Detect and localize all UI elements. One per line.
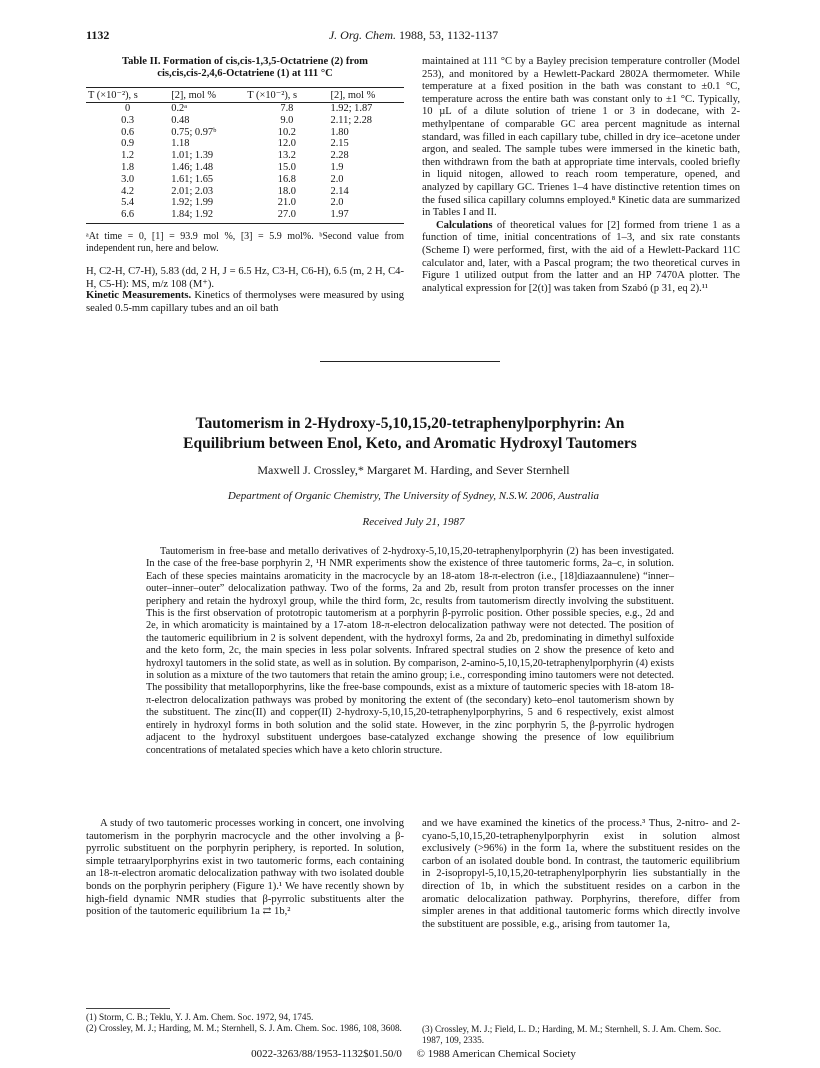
col-conc-2: [2], mol %: [329, 88, 404, 103]
table-cell: 27.0: [245, 209, 328, 223]
calculations-paragraph: [422, 220, 740, 296]
table-row: [86, 138, 404, 150]
table-header-row: [86, 88, 404, 103]
table-cell: 0.2ᵃ: [171, 103, 188, 114]
body-text-right: and we have examined the kinetics of the process.³ Thus, 2-nitro- and 2-cyano-5,10,15,20-tetraphenylporphyrin exist in solution almost exclusively (>96%) in the form 1a, where the substituent resides on the carbon of an isolated double bond. In contrast, the tautomeric equilibrium in 2-isopropyl-5,10,15,20-tetraphenylporphyrin lies substantially in the direction of 1b, in which the substituent resides on a carbon in the aromatic delocalization pathway. Porphyrins, therefore, differ from simpler arenes in that additional tautomeric forms which directly involve the substituent are possible, e.g., arising from tautomer 1a,: [422, 818, 740, 930]
table-cell: 0: [125, 103, 131, 114]
copyright: © 1988 American Chemical Society: [416, 1048, 576, 1060]
table-cell: 1.92; 1.87: [330, 103, 373, 114]
abstract: Tautomerism in free-base and metallo derivatives of 2-hydroxy-5,10,15,20-tetraphenylporphyrin (2) has been investigated. In the case of the free-base porphyrin 2, ¹H NMR experiments show the existence of three tautomeric forms, 2a–c, in solution. Each of these species maintains aromaticity in the macrocycle by an 18-atom 18-π-electron (i.e., [18]diazaannulene) “inner–outer–inner–outer” delocalization pathway. Two of the forms, 2a and 2b, result from proton transfer processes on the inner periphery and retain the hydroxyl group, while the third form, 2c, results from tautomerism directly involving the substituent. This is the first observation of prototropic tautomerism at a porphyrin β-pyrrolic position. Other possible species, e.g., 2d and 2e, in which aromaticity is maintained by a 17-atom 18-π-electron delocalization pathway were not detected. The position of the tautomeric equilibrium in 2 is solvent dependent, with the hydroxyl forms, 2a and 2b, predominating in dimethyl sulfoxide and the keto form, 2c, the main species in less polar solvents. Infrared spectral studies on 2 show the presence of keto and hydroxyl tautomers in the solid state, as well as in solution. By comparison, 2-amino-5,10,15,20-tetraphenylporphyrin (4) exists in solution as a mixture of the two tautomers that retain the amino group; i.e., corresponding imino tautomers were not detected. The possibility that metalloporphyrins, like the free-base compounds, exist as a mixture of tautomeric species with 18-atom 18-π-electron delocalization pathways was probed by monitoring the extent of (the secondary) keto–enol tautomerism shown by the substituent. The zinc(II) and copper(II) 2-hydroxy-5,10,15,20-tetraphenylporphyrins, 5 and 6 respectively, exist almost entirely in hydroxyl forms in both solution and the solid state. However, in the zinc porphyrin 5, the β-pyrrolic hydrogen adjacent to the hydroxyl substituent undergoes base-catalyzed exchange showing the presence of low equilibrium concentrations of metalated species which have a keto chlorin structure.: [146, 546, 674, 756]
section-divider: [320, 361, 500, 362]
table-cell: 1.01; 1.39: [171, 150, 214, 162]
table-footnote: ᵃAt time = 0, [1] = 93.9 mol %, [3] = 5.9 mol%. ᵇSecond value from independent run, here and below.: [86, 231, 404, 254]
table-cell: 1.92; 1.99: [171, 197, 214, 209]
kinetic-measurements-paragraph: [86, 290, 404, 315]
table-cell: 13.2: [277, 150, 296, 162]
col-time-1: T (×10⁻²), s: [86, 88, 169, 103]
table-cell: 2.0: [330, 197, 344, 209]
author-list: Maxwell J. Crossley,* Margaret M. Harding, and Sever Sternhell: [257, 463, 570, 477]
table-cell: 0.9: [121, 138, 135, 150]
table-cell: 15.0: [277, 161, 296, 173]
table-cell: 12.0: [277, 138, 296, 150]
journal-citation: [86, 28, 741, 43]
article-title-line1: Tautomerism in 2-Hydroxy-5,10,15,20-tetraphenylporphyrin: An: [195, 415, 625, 432]
article-title-line2: Equilibrium between Enol, Keto, and Aromatic Hydroxyl Tautomers: [183, 435, 637, 452]
affiliation: Department of Organic Chemistry, The University of Sydney, N.S.W. 2006, Australia: [227, 490, 600, 502]
experimental-paragraph: maintained at 111 °C by a Bayley precision temperature controller (Model 253), and monitored by a Hewlett-Packard 2802A thermometer. While temperature at a fixed position in the bath was constant to ±0.1 °C, temperature across the entire bath was constant only to ±1 °C. Typically, 10 µL of a dilute solution of triene 1 or 3 in dodecane, with 2-methylpentane of comparable GC area percent magnitude as internal standard, was filled in each capillary tube, chilled in dry ice–acetone under argon, and sealed. The sample tubes were immersed in the kinetic bath, then withdrawn from the bath at appropriate time intervals, cooled briefly in liquid nitogen, allowed to reach room temperature, opened, and analyzed by capillary GC. Trienes 1–4 have distinctive retention times on the fused silica capillary columns employed.⁸ Kinetic data are summarized in Tables I and II.: [422, 56, 740, 219]
table-cell: 1.80: [330, 126, 349, 138]
reference-1: (1) Storm, C. B.; Teklu, Y. J. Am. Chem. Soc. 1972, 94, 1745.: [86, 1012, 314, 1022]
table-row: [86, 127, 404, 139]
reference-2: (2) Crossley, M. J.; Harding, M. M.; Sternhell, S. J. Am. Chem. Soc. 1986, 108, 3608.: [86, 1023, 402, 1033]
table-row: [86, 115, 404, 127]
table-cell: 7.8: [280, 103, 294, 114]
footnote-rule-left: [86, 1008, 170, 1009]
table-row: [86, 162, 404, 174]
table-row: [86, 209, 404, 223]
table-cell: 2.28: [330, 150, 349, 162]
kinetics-table: [86, 87, 404, 224]
issn-code: 0022-3263/88/1953-1132$01.50/0: [251, 1048, 402, 1060]
table-cell: 2.14: [330, 185, 349, 197]
page-number: 1132: [86, 28, 110, 42]
table-cell: 10.2: [277, 126, 296, 138]
received-date: Received July 21, 1987: [362, 516, 465, 528]
journal-volume: 1988, 53, 1132-1137: [396, 28, 499, 42]
table-cell: 6.6: [86, 209, 169, 223]
references-right: [422, 1024, 740, 1046]
body-text-left: A study of two tautomeric processes working in concert, one involving tautomerism in the porphyrin macrocycle and the other involving a β-pyrrolic substituent on the porphyrin periphery, is reported. In solution, simple tetraarylporphyrins exist in two tautomeric forms, each containing an 18-π-electron aromatic delocalization pathway with two isolated double bonds on the porphyrin periphery (Figure 1).¹ We have recently shown by high-field dynamic NMR studies that β-pyrrolic substituents alter the position of the tautomeric equilibrium 1a ⇄ 1b,²: [86, 818, 404, 918]
table-cell: 1.2: [121, 150, 135, 162]
col-conc-1: [2], mol %: [169, 88, 245, 103]
running-header: [86, 28, 741, 44]
table-cell: 2.11; 2.28: [330, 114, 372, 126]
table-cell: 21.0: [277, 197, 296, 209]
table-row: [86, 186, 404, 198]
table-cell: 1.18: [171, 138, 190, 150]
table-cell: 5.4: [121, 197, 135, 209]
table-cell: 2.01; 2.03: [171, 185, 214, 197]
col-time-2: T (×10⁻²), s: [245, 88, 328, 103]
calculations-heading: Calculations: [436, 219, 493, 231]
table-cell: 2.15: [330, 138, 349, 150]
references-left: [86, 1012, 404, 1034]
table-caption-line2: cis,cis,cis-2,4,6-Octatriene (1) at 111 °C: [157, 68, 333, 79]
table-cell: 1.8: [121, 161, 135, 173]
table-cell: 0.3: [121, 114, 135, 126]
reference-3: (3) Crossley, M. J.; Field, L. D.; Harding, M. M.; Sternhell, S. J. Am. Chem. Soc. 1987, 109, 2335.: [422, 1024, 722, 1045]
journal-name: J. Org. Chem.: [328, 28, 397, 42]
table-cell: 1.46; 1.48: [171, 161, 214, 173]
table-cell: 1.97: [329, 209, 404, 223]
table-cell: 1.9: [330, 161, 344, 173]
table-cell: 16.8: [277, 173, 296, 185]
table-cell: 3.0: [121, 173, 135, 185]
table-cell: 9.0: [280, 114, 294, 126]
table-row: [86, 197, 404, 209]
table-cell: 1.84; 1.92: [169, 209, 245, 223]
table-cell: 2.0: [330, 173, 344, 185]
table-row: [86, 103, 404, 115]
table-cell: 18.0: [277, 185, 296, 197]
table-row: [86, 174, 404, 186]
table-cell: 1.61; 1.65: [171, 173, 214, 185]
right-column-experimental: [422, 56, 740, 295]
table-cell: 0.75; 0.97ᵇ: [171, 126, 217, 138]
page-footer: [86, 1048, 741, 1060]
kinetic-heading: Kinetic Measurements.: [86, 290, 192, 301]
table-row: [86, 150, 404, 162]
table-cell: 0.6: [121, 126, 135, 138]
table-caption-line1: Table II. Formation of cis,cis-1,3,5-Octatriene (2) from: [122, 56, 368, 67]
article-title: [100, 414, 720, 454]
calculations-text: of theoretical values for [2] formed from triene 1 as a function of time, initial concentrations of 1–3, and six rate constants (Scheme I) were performed, first, with the aid of a Hewlett-Packard 11C calculator and, later, with a Pascal program; the two theoretical curves in Figure 1 utilized output from the latter and an HP 7470A plotter. The analytical expression for [2(t)] was taken from Szabó (p 31, eq 2).¹¹: [422, 219, 740, 294]
nmr-data-text: H, C2-H, C7-H), 5.83 (dd, 2 H, J = 6.5 Hz, C3-H, C6-H), 6.5 (m, 2 H, C4-H, C5-H): MS, m/z 108 (M⁺).: [86, 266, 404, 290]
table-cell: 0.48: [171, 114, 190, 126]
table-caption: [86, 56, 404, 80]
kinetic-text: Kinetics of thermolyses were measured by using sealed 0.5-mm capillary tubes and an oil bath: [86, 290, 404, 314]
table-cell: 4.2: [121, 185, 135, 197]
